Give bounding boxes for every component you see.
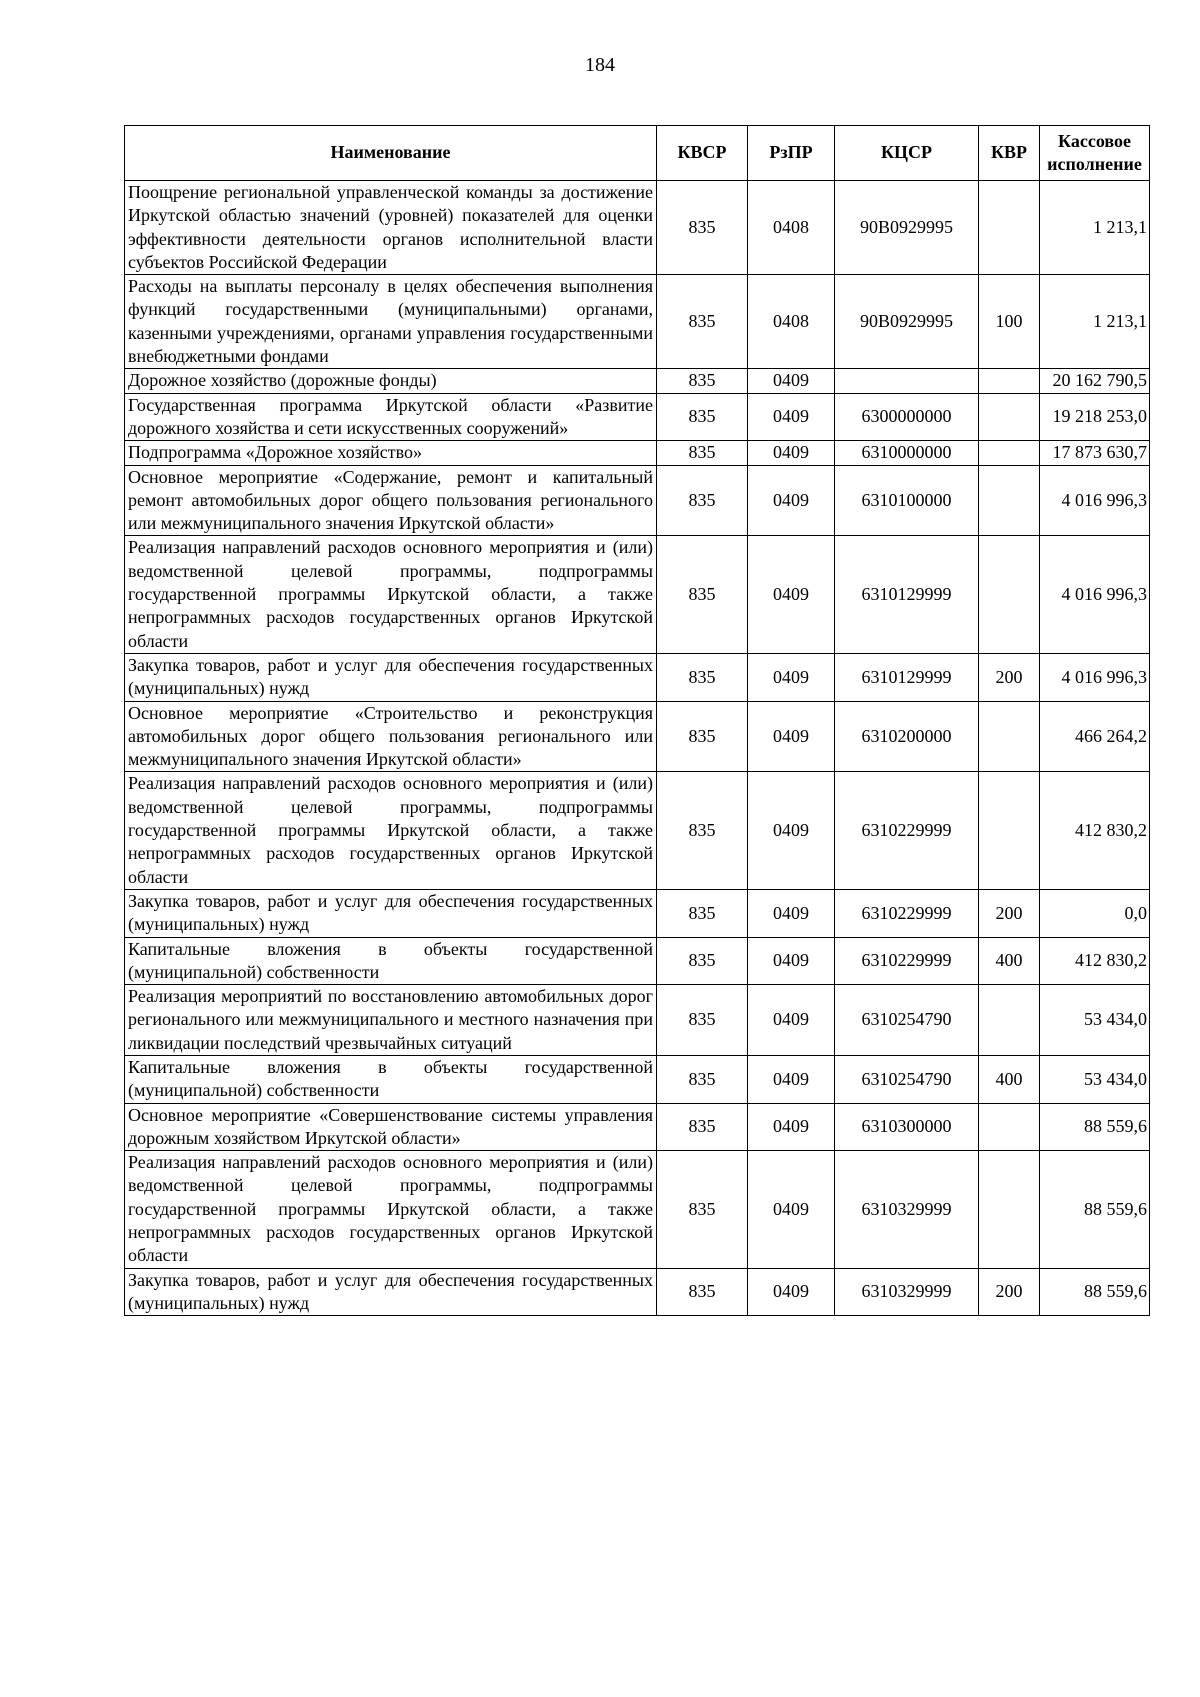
cell-rzpr: 0409 <box>748 465 835 536</box>
cell-kvsr: 835 <box>657 1151 748 1268</box>
cell-rzpr: 0409 <box>748 701 835 772</box>
cell-name: Дорожное хозяйство (дорожные фонды) <box>125 369 657 393</box>
cell-amount: 466 264,2 <box>1040 701 1150 772</box>
cell-name: Реализация направлений расходов основного мероприятия и (или) ведомственной целевой программы, подпрограммы государственной программы Иркутской области, а также непрограммных расходов государственных органов Иркутской области <box>125 1151 657 1268</box>
cell-amount: 1 213,1 <box>1040 275 1150 369</box>
cell-kvsr: 835 <box>657 1268 748 1316</box>
table-row <box>125 1268 1150 1316</box>
table-row <box>125 181 1150 275</box>
cell-kvsr: 835 <box>657 1055 748 1103</box>
cell-name: Подпрограмма «Дорожное хозяйство» <box>125 441 657 465</box>
header-amount: Кассовое исполнение <box>1040 126 1150 181</box>
cell-amount: 88 559,6 <box>1040 1151 1150 1268</box>
table-header-row <box>125 126 1150 181</box>
table-row <box>125 441 1150 465</box>
cell-kvr <box>979 536 1040 653</box>
cell-kvsr: 835 <box>657 465 748 536</box>
cell-kcsr: 6310229999 <box>835 937 979 985</box>
cell-kvr <box>979 1151 1040 1268</box>
cell-name: Капитальные вложения в объекты государственной (муниципальной) собственности <box>125 937 657 985</box>
cell-rzpr: 0409 <box>748 772 835 889</box>
cell-rzpr: 0409 <box>748 937 835 985</box>
cell-rzpr: 0409 <box>748 1151 835 1268</box>
cell-amount: 19 218 253,0 <box>1040 393 1150 441</box>
cell-amount: 412 830,2 <box>1040 772 1150 889</box>
cell-name: Капитальные вложения в объекты государственной (муниципальной) собственности <box>125 1055 657 1103</box>
cell-rzpr: 0408 <box>748 181 835 275</box>
cell-kvr <box>979 772 1040 889</box>
cell-kcsr: 6310229999 <box>835 772 979 889</box>
table-row <box>125 275 1150 369</box>
cell-kvsr: 835 <box>657 393 748 441</box>
cell-amount: 1 213,1 <box>1040 181 1150 275</box>
cell-amount: 0,0 <box>1040 889 1150 937</box>
header-name: Наименование <box>125 126 657 181</box>
cell-kvsr: 835 <box>657 889 748 937</box>
table-row <box>125 369 1150 393</box>
table-row <box>125 985 1150 1056</box>
cell-kvsr: 835 <box>657 937 748 985</box>
cell-kcsr: 6310300000 <box>835 1103 979 1151</box>
cell-rzpr: 0409 <box>748 369 835 393</box>
cell-kvsr: 835 <box>657 275 748 369</box>
table-row <box>125 772 1150 889</box>
cell-kvsr: 835 <box>657 985 748 1056</box>
table-row <box>125 1151 1150 1268</box>
cell-kvr: 400 <box>979 1055 1040 1103</box>
cell-kvr <box>979 393 1040 441</box>
cell-kvr <box>979 701 1040 772</box>
header-kvr: КВР <box>979 126 1040 181</box>
cell-name: Закупка товаров, работ и услуг для обеспечения государственных (муниципальных) нужд <box>125 1268 657 1316</box>
cell-name: Закупка товаров, работ и услуг для обеспечения государственных (муниципальных) нужд <box>125 653 657 701</box>
cell-kcsr: 6310254790 <box>835 985 979 1056</box>
cell-kvr: 200 <box>979 653 1040 701</box>
cell-kcsr: 90В0929995 <box>835 275 979 369</box>
cell-name: Реализация направлений расходов основного мероприятия и (или) ведомственной целевой программы, подпрограммы государственной программы Иркутской области, а также непрограммных расходов государственных органов Иркутской области <box>125 772 657 889</box>
table-row <box>125 465 1150 536</box>
cell-kvr: 200 <box>979 1268 1040 1316</box>
cell-amount: 88 559,6 <box>1040 1103 1150 1151</box>
cell-name: Основное мероприятие «Совершенствование системы управления дорожным хозяйством Иркутской области» <box>125 1103 657 1151</box>
cell-name: Государственная программа Иркутской области «Развитие дорожного хозяйства и сети искусственных сооружений» <box>125 393 657 441</box>
cell-rzpr: 0409 <box>748 889 835 937</box>
cell-kcsr: 6310254790 <box>835 1055 979 1103</box>
cell-kvsr: 835 <box>657 701 748 772</box>
cell-kvr <box>979 1103 1040 1151</box>
cell-kvr <box>979 369 1040 393</box>
table-row <box>125 536 1150 653</box>
cell-kcsr: 6310200000 <box>835 701 979 772</box>
cell-rzpr: 0409 <box>748 1055 835 1103</box>
cell-kvr: 400 <box>979 937 1040 985</box>
cell-kvsr: 835 <box>657 441 748 465</box>
cell-kvr <box>979 441 1040 465</box>
cell-amount: 88 559,6 <box>1040 1268 1150 1316</box>
cell-name: Реализация направлений расходов основного мероприятия и (или) ведомственной целевой программы, подпрограммы государственной программы Иркутской области, а также непрограммных расходов государственных органов Иркутской области <box>125 536 657 653</box>
cell-kcsr <box>835 369 979 393</box>
cell-kvr: 100 <box>979 275 1040 369</box>
cell-kvsr: 835 <box>657 536 748 653</box>
cell-rzpr: 0409 <box>748 653 835 701</box>
cell-amount: 17 873 630,7 <box>1040 441 1150 465</box>
table-body <box>125 181 1150 1316</box>
cell-rzpr: 0409 <box>748 393 835 441</box>
cell-kvr <box>979 181 1040 275</box>
cell-rzpr: 0408 <box>748 275 835 369</box>
cell-kcsr: 6300000000 <box>835 393 979 441</box>
cell-kcsr: 6310100000 <box>835 465 979 536</box>
cell-amount: 4 016 996,3 <box>1040 653 1150 701</box>
cell-name: Расходы на выплаты персоналу в целях обеспечения выполнения функций государственными (муниципальными) органами, казенными учреждениями, органами управления государственными внебюджетными фондами <box>125 275 657 369</box>
table-row <box>125 937 1150 985</box>
cell-kvsr: 835 <box>657 181 748 275</box>
header-kvsr: КВСР <box>657 126 748 181</box>
cell-kcsr: 6310000000 <box>835 441 979 465</box>
cell-name: Поощрение региональной управленческой команды за достижение Иркутской областью значений (уровней) показателей для оценки эффективности деятельности органов исполнительной власти субъектов Российской Федерации <box>125 181 657 275</box>
cell-kvr <box>979 465 1040 536</box>
cell-rzpr: 0409 <box>748 1268 835 1316</box>
cell-rzpr: 0409 <box>748 985 835 1056</box>
cell-rzpr: 0409 <box>748 1103 835 1151</box>
budget-execution-table <box>124 125 1150 1316</box>
cell-rzpr: 0409 <box>748 536 835 653</box>
cell-kcsr: 6310229999 <box>835 889 979 937</box>
cell-amount: 412 830,2 <box>1040 937 1150 985</box>
table-row <box>125 653 1150 701</box>
cell-kcsr: 6310129999 <box>835 536 979 653</box>
header-rzpr: РзПР <box>748 126 835 181</box>
cell-name: Закупка товаров, работ и услуг для обеспечения государственных (муниципальных) нужд <box>125 889 657 937</box>
cell-name: Основное мероприятие «Содержание, ремонт и капитальный ремонт автомобильных дорог общего пользования регионального или межмуниципального значения Иркутской области» <box>125 465 657 536</box>
cell-name: Основное мероприятие «Строительство и реконструкция автомобильных дорог общего пользования регионального или межмуниципального значения Иркутской области» <box>125 701 657 772</box>
cell-amount: 53 434,0 <box>1040 985 1150 1056</box>
table-row <box>125 889 1150 937</box>
table-row <box>125 393 1150 441</box>
cell-kvr <box>979 985 1040 1056</box>
cell-name: Реализация мероприятий по восстановлению автомобильных дорог регионального или межмуниципального и местного назначения при ликвидации последствий чрезвычайных ситуаций <box>125 985 657 1056</box>
cell-amount: 4 016 996,3 <box>1040 536 1150 653</box>
cell-kvsr: 835 <box>657 1103 748 1151</box>
cell-rzpr: 0409 <box>748 441 835 465</box>
table-row <box>125 1055 1150 1103</box>
cell-kcsr: 6310129999 <box>835 653 979 701</box>
cell-amount: 4 016 996,3 <box>1040 465 1150 536</box>
cell-kvsr: 835 <box>657 653 748 701</box>
cell-kcsr: 6310329999 <box>835 1151 979 1268</box>
page-number: 184 <box>585 54 615 76</box>
cell-kvr: 200 <box>979 889 1040 937</box>
cell-kvsr: 835 <box>657 772 748 889</box>
table-row <box>125 701 1150 772</box>
cell-kcsr: 90В0929995 <box>835 181 979 275</box>
cell-kvsr: 835 <box>657 369 748 393</box>
cell-amount: 53 434,0 <box>1040 1055 1150 1103</box>
cell-amount: 20 162 790,5 <box>1040 369 1150 393</box>
header-kcsr: КЦСР <box>835 126 979 181</box>
table-row <box>125 1103 1150 1151</box>
cell-kcsr: 6310329999 <box>835 1268 979 1316</box>
